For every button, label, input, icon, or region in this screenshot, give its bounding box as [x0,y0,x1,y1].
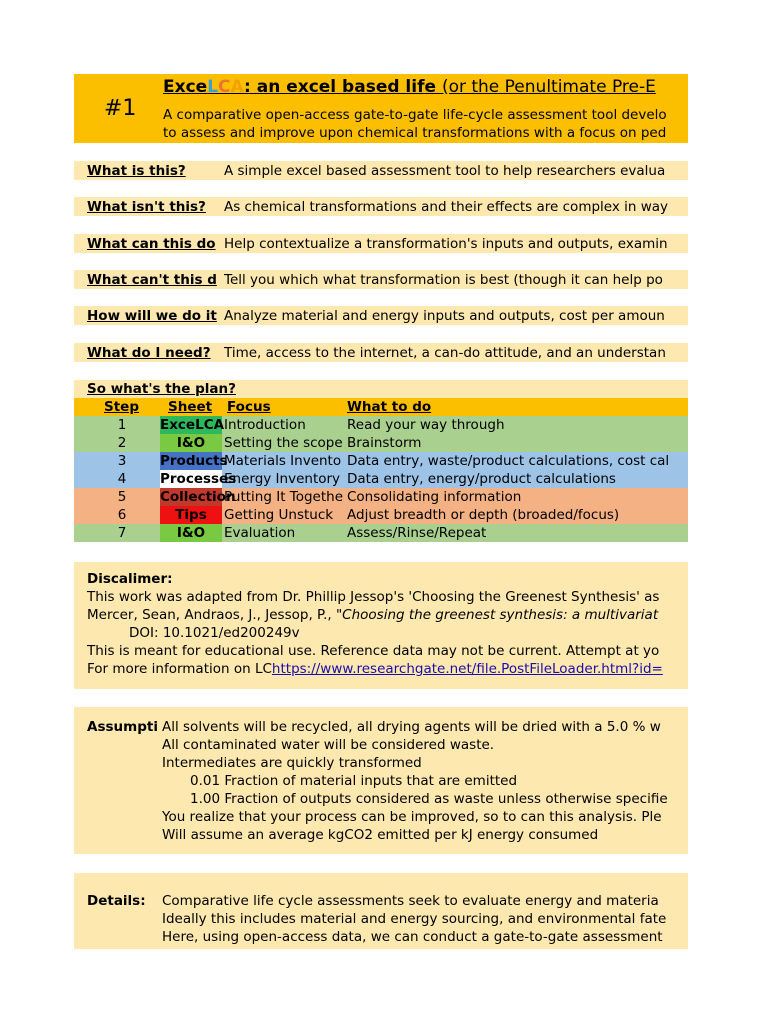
plan-what-to-do: Data entry, energy/product calculations [347,471,616,487]
plan-step: 7 [117,525,127,541]
col-header-focus: Focus [227,399,271,415]
sheet-number: #1 [104,96,137,121]
plan-row [74,452,688,470]
qa-answer: Help contextualize a transformation's inputs and outputs, examin [224,236,668,252]
plan-sheet-tag: Tips [160,506,222,524]
qa-question: What is this? [87,163,186,179]
title-part-a: A [230,77,244,97]
details-line: Comparative life cycle assessments seek to evaluate energy and materia [162,893,659,909]
plan-what-to-do: Assess/Rinse/Repeat [347,525,487,541]
qa-answer: A simple excel based assessment tool to help researchers evalua [224,163,666,179]
plan-row [74,434,688,452]
plan-sheet-tag: ExceLCA [160,417,225,433]
plan-step: 1 [117,417,127,433]
qa-row [74,161,688,180]
plan-step: 6 [117,507,127,523]
plan-heading: So what's the plan? [87,381,236,397]
plan-row [74,506,688,524]
assumption-line: All contaminated water will be considered waste. [162,737,495,753]
emission-fraction-text: Fraction of material inputs that are emitted [224,773,518,789]
title-banner [74,74,688,143]
plan-focus: Introduction [224,417,306,433]
plan-sheet-tag: I&O [160,524,222,542]
qa-question: What can't this d [87,272,217,288]
disclaimer-box [74,562,688,689]
assumptions-label: Assumpti [87,719,158,735]
qa-question: What isn't this? [87,199,206,215]
assumption-line: Intermediates are quickly transformed [162,755,422,771]
plan-focus: Evaluation [224,525,296,541]
details-line: Ideally this includes material and energy sourcing, and environmental fate [162,911,667,927]
emission-fraction-value: 0.01 [190,773,221,789]
qa-row [74,270,688,289]
plan-what-to-do: Read your way through [347,417,505,433]
plan-sheet-tag: Collection [160,489,236,505]
assumptions-box [74,707,688,854]
col-header-sheet: Sheet [168,399,213,415]
details-box [74,873,688,949]
waste-fraction-value: 1.00 [190,791,221,807]
plan-step: 5 [117,489,127,505]
assumption-waste-fraction [190,790,668,808]
qa-question: How will we do it [87,308,217,324]
disclaimer-title: Discalimer: [87,571,173,587]
plan-row [74,524,688,542]
disclaimer-citation [87,606,658,624]
more-info-label: For more information on LC [87,661,272,677]
qa-answer: Analyze material and energy inputs and outputs, cost per amoun [224,308,665,324]
qa-row [74,197,688,216]
plan-step: 2 [117,435,127,451]
assumption-line: Will assume an average kgCO2 emitted per kJ energy consumed [162,827,599,843]
disclaimer-line: This is meant for educational use. Reference data may not be current. Attempt at yo [87,643,660,659]
disclaimer-more-info [87,660,663,678]
header-description-line-2: to assess and improve upon chemical transformations with a focus on ped [163,125,667,141]
plan-step: 3 [117,453,127,469]
title-subtitle: (or the Penultimate Pre-E [441,77,656,97]
disclaimer-line: This work was adapted from Dr. Phillip Jessop's 'Choosing the Greenest Synthesis' as [87,589,660,605]
citation-authors: Mercer, Sean, Andraos, J., Jessop, P., [87,607,336,623]
title-part-l: L [207,77,219,97]
disclaimer-doi: DOI: 10.1021/ed200249v [129,625,300,641]
plan-sheet-tag: Products [160,453,228,469]
plan-what-to-do: Data entry, waste/product calculations, cost cal [347,453,670,469]
details-line: Here, using open-access data, we can conduct a gate-to-gate assessment [162,929,663,945]
col-header-step: Step [104,399,139,415]
title-part-rest: : an excel based life [244,77,442,97]
plan-focus: Getting Unstuck [224,507,334,523]
title-part-c: C [218,77,231,97]
waste-fraction-text: Fraction of outputs considered as waste unless otherwise specifie [224,791,668,807]
plan-focus: Materials Invento [224,453,342,469]
plan-what-to-do: Brainstorm [347,435,422,451]
col-header-what-to-do: What to do [347,399,432,415]
plan-sheet-tag: I&O [160,434,222,452]
qa-answer: As chemical transformations and their effects are complex in way [224,199,669,215]
assumption-line: You realize that your process can be improved, so to can this analysis. Ple [162,809,662,825]
qa-question: What can this do [87,236,216,252]
assumption-emission-fraction [190,772,517,790]
plan-row [74,488,688,506]
plan-step: 4 [117,471,127,487]
qa-question: What do I need? [87,345,211,361]
citation-title: "Choosing the greenest synthesis: a multivariat [335,607,659,623]
qa-row [74,234,688,253]
assumption-line: All solvents will be recycled, all drying agents will be dried with a 5.0 % w [162,719,661,735]
plan-row [74,416,688,434]
qa-answer: Time, access to the internet, a can-do attitude, and an understan [224,345,666,361]
plan-focus: Setting the scope [224,435,343,451]
plan-heading-row [74,380,688,398]
plan-column-headers [74,398,688,416]
plan-focus: Putting It Togethe [224,489,344,505]
plan-what-to-do: Consolidating information [347,489,522,505]
qa-row [74,306,688,325]
page-title [163,77,656,97]
plan-sheet-tag: Processes [160,471,237,487]
plan-focus: Energy Inventory [224,471,341,487]
qa-answer: Tell you which what transformation is best (though it can help po [224,272,663,288]
researchgate-link[interactable]: https://www.researchgate.net/file.PostFileLoader.html?id= [271,661,663,677]
details-label: Details: [87,893,146,909]
plan-what-to-do: Adjust breadth or depth (broaded/focus) [347,507,620,523]
plan-row [74,470,688,488]
header-description-line-1: A comparative open-access gate-to-gate life-cycle assessment tool develo [163,107,667,123]
title-part-exce: Exce [163,77,208,97]
qa-row [74,343,688,362]
